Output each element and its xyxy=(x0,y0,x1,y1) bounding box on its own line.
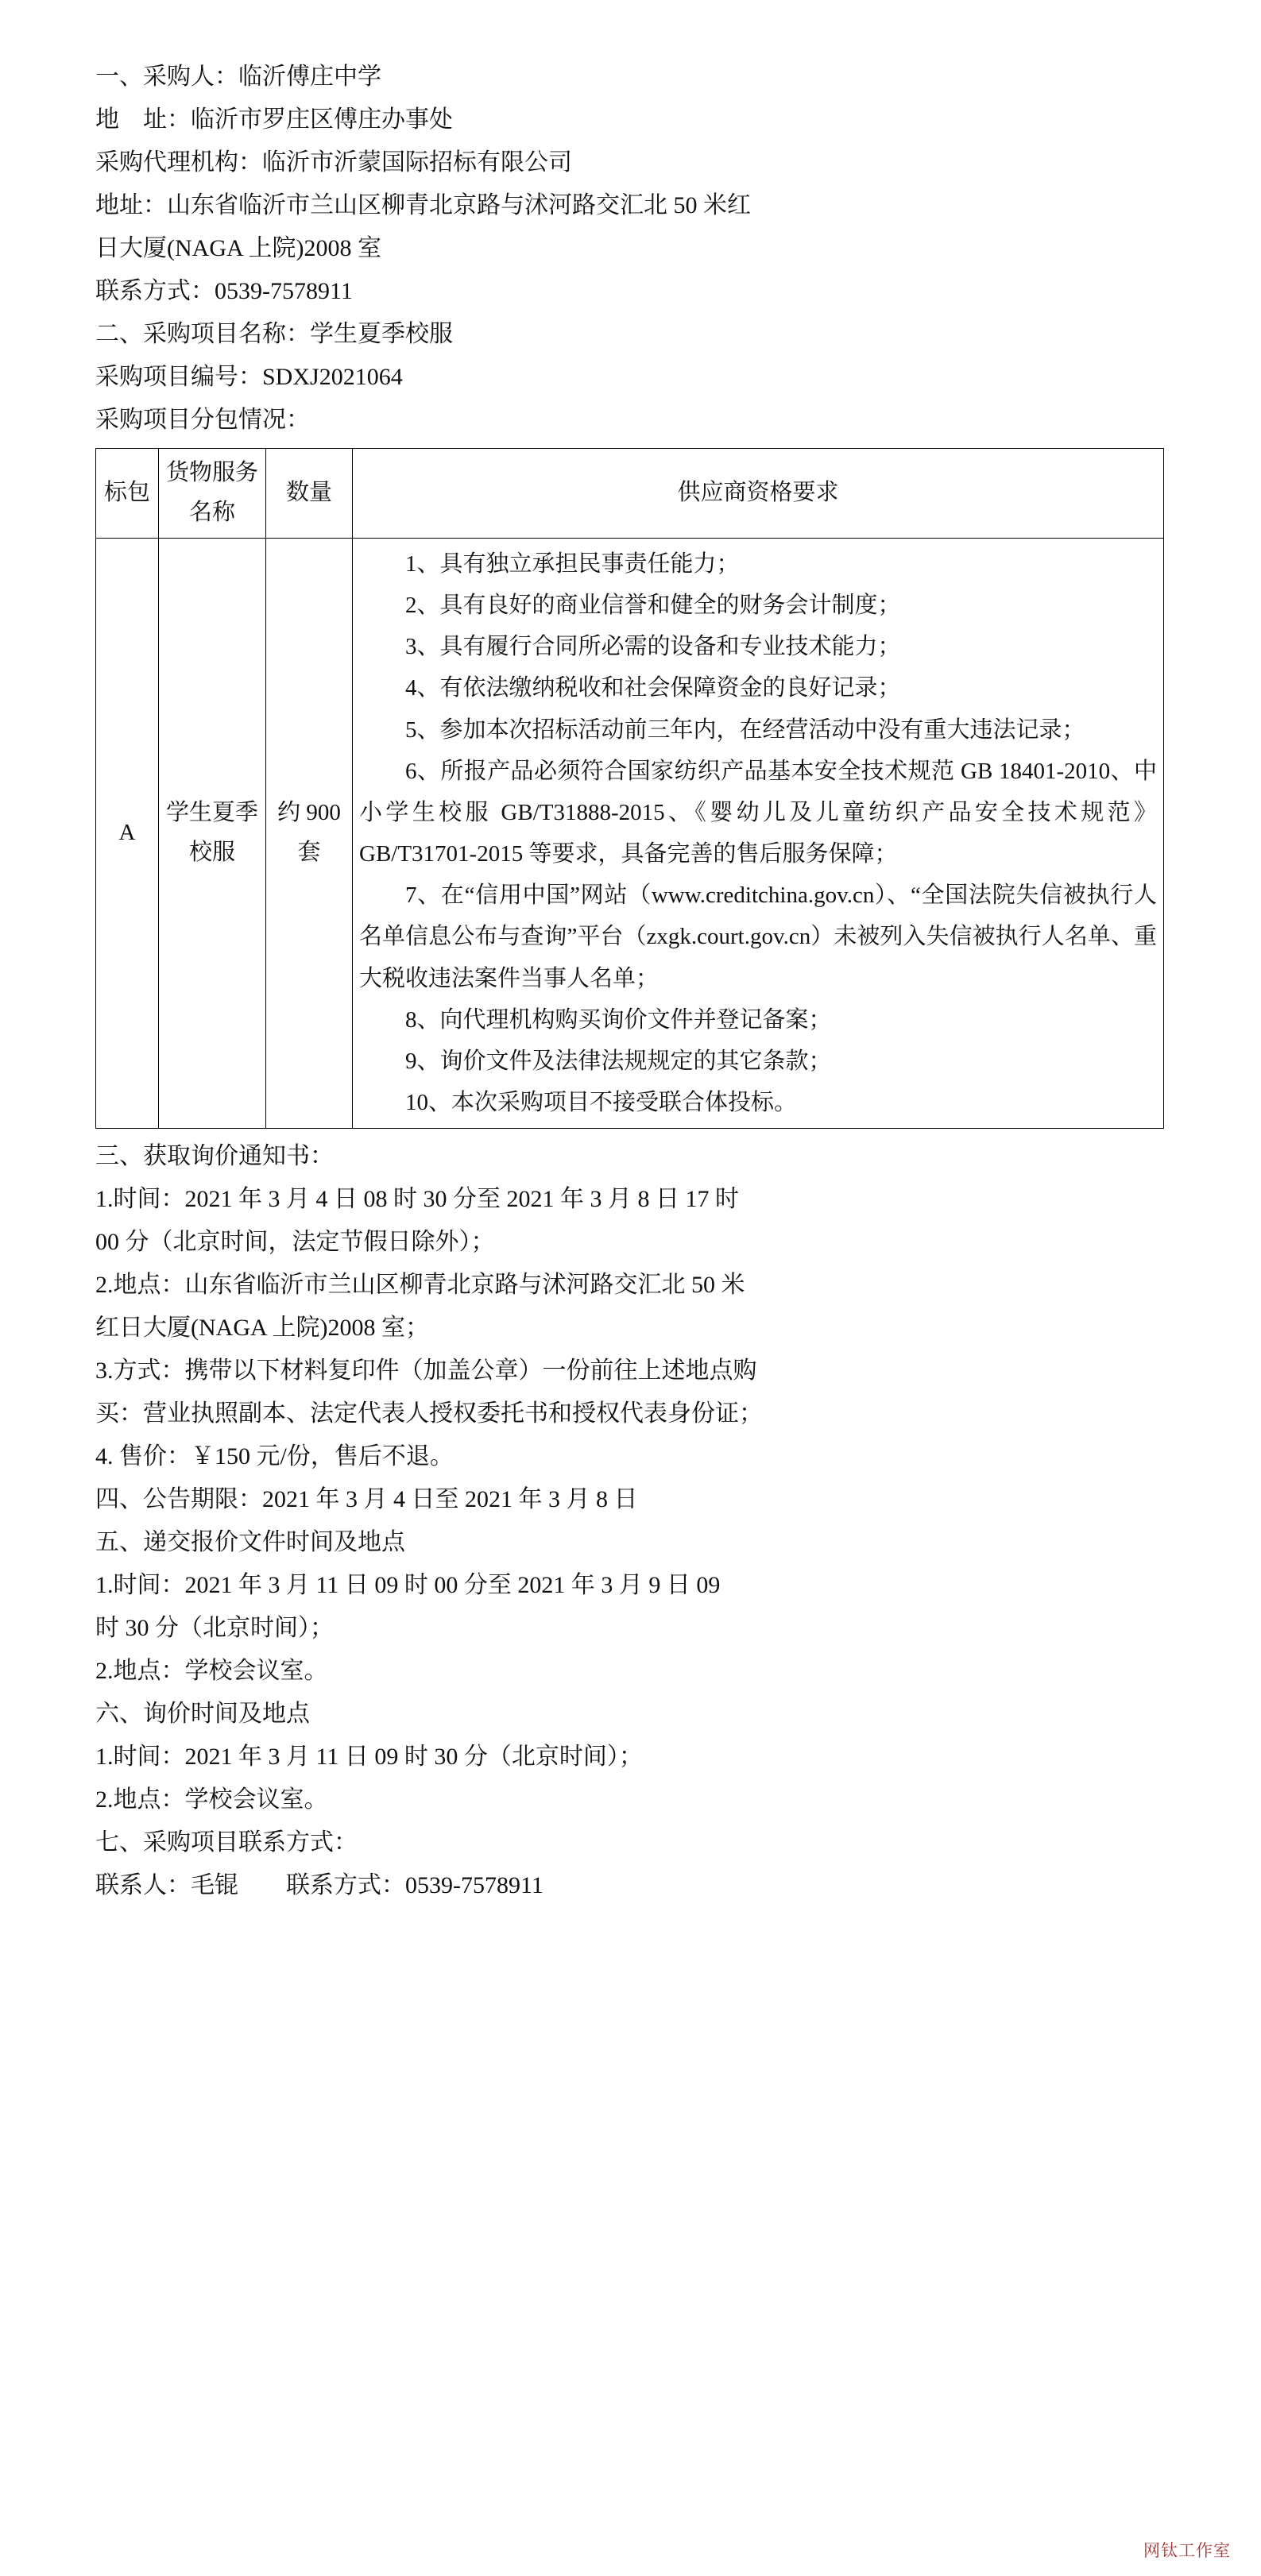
section-7-contact-line: 联系人：毛锟 联系方式：0539-7578911 xyxy=(95,1872,543,1899)
th-requirements-label: 供应商资格要求 xyxy=(677,479,839,505)
requirement-item: 5、参加本次招标活动前三年内，在经营活动中没有重大违法记录； xyxy=(405,716,1085,743)
section-2-heading: 二、采购项目名称：学生夏季校服 xyxy=(95,321,453,347)
package-situation-line: 采购项目分包情况： xyxy=(95,407,310,433)
th-goods-name-label: 货物服务名称 xyxy=(165,460,258,525)
section-3-place-line-1: 2.地点：山东省临沂市兰山区柳青北京路与沭河路交汇北 50 米 xyxy=(95,1272,745,1299)
section-5-place-line: 2.地点：学校会议室。 xyxy=(95,1658,328,1685)
section-1-heading: 一、采购人：临沂傅庄中学 xyxy=(95,64,381,90)
cell-requirements xyxy=(353,538,1164,1129)
section-4-heading: 四、公告期限：2021 年 3 月 4 日至 2021 年 3 月 8 日 xyxy=(95,1486,638,1513)
project-number-line: 采购项目编号：SDXJ2021064 xyxy=(95,364,403,390)
section-5-heading: 五、递交报价文件时间及地点 xyxy=(95,1529,405,1556)
section-5-time-line-1: 1.时间：2021 年 3 月 11 日 09 时 00 分至 2021 年 3 月 9 日 09 xyxy=(95,1572,721,1599)
agency-name-line: 采购代理机构：临沂市沂蒙国际招标有限公司 xyxy=(95,149,572,176)
requirement-item: 7、在“信用中国”网站（www.creditchina.gov.cn）、“全国法院失信被执行人名单信息公布与查询”平台（zxgk.court.gov.cn）未被列入失信被执行人名单、重大税收违法案件当事人名单； xyxy=(359,882,1157,991)
requirement-item: 4、有依法缴纳税收和社会保障资金的良好记录； xyxy=(405,675,901,701)
section-6-time-line: 1.时间：2021 年 3 月 11 日 09 时 30 分（北京时间）； xyxy=(95,1744,643,1771)
section-3-price-line: 4. 售价：￥150 元/份，售后不退。 xyxy=(95,1443,454,1470)
watermark-label: 网钛工作室 xyxy=(1143,2542,1231,2560)
agency-contact-line: 联系方式：0539-7578911 xyxy=(95,278,353,304)
bid-package-table xyxy=(95,448,1164,1129)
cell-quantity: 约 900 套 xyxy=(266,538,353,1129)
th-package-label: 标包 xyxy=(103,479,150,505)
th-quantity xyxy=(266,449,353,539)
section-6-place-line: 2.地点：学校会议室。 xyxy=(95,1786,328,1813)
cell-package: A xyxy=(96,538,159,1129)
section-3-method-line-1: 3.方式：携带以下材料复印件（加盖公章）一份前往上述地点购 xyxy=(95,1358,757,1385)
purchaser-address-line: 地 址：临沂市罗庄区傅庄办事处 xyxy=(95,106,453,133)
section-3-time-line-1: 1.时间：2021 年 3 月 4 日 08 时 30 分至 2021 年 3 月 8 日 17 时 xyxy=(95,1186,739,1213)
requirement-item: 10、本次采购项目不接受联合体投标。 xyxy=(405,1090,798,1116)
agency-address-line-2: 日大厦(NAGA 上院)2008 室 xyxy=(95,235,381,261)
section-3-time-line-2: 00 分（北京时间，法定节假日除外）； xyxy=(95,1229,495,1256)
table-header xyxy=(96,449,1164,539)
section-5-time-line-2: 时 30 分（北京时间）； xyxy=(95,1615,334,1642)
th-package xyxy=(96,449,159,539)
requirement-item: 6、所报产品必须符合国家纺织产品基本安全技术规范 GB 18401-2010、中小学生校服 GB/T31888-2015、《婴幼儿及儿童纺织产品安全技术规范》GB/T31701-2015 等要求，具备完善的售后服务保障； xyxy=(359,758,1157,867)
section-6-heading: 六、询价时间及地点 xyxy=(95,1701,310,1728)
section-3-method-line-2: 买：营业执照副本、法定代表人授权委托书和授权代表身份证； xyxy=(95,1400,763,1427)
requirement-item: 9、询价文件及法律法规规定的其它条款； xyxy=(405,1049,832,1074)
section-3-heading: 三、获取询价通知书： xyxy=(95,1143,334,1170)
requirement-item: 2、具有良好的商业信誉和健全的财务会计制度； xyxy=(405,592,901,618)
section-7-heading: 七、采购项目联系方式： xyxy=(95,1829,358,1856)
requirement-item: 8、向代理机构购买询价文件并登记备案； xyxy=(405,1006,832,1033)
th-requirements xyxy=(353,449,1164,539)
document-body xyxy=(95,56,1166,1907)
cell-goods-name: 学生夏季校服 xyxy=(159,538,266,1129)
th-quantity-label: 数量 xyxy=(285,479,332,505)
requirement-item: 3、具有履行合同所必需的设备和专业技术能力； xyxy=(405,634,901,660)
table-body xyxy=(96,538,1164,1129)
table-header-row xyxy=(96,449,1164,539)
agency-address-line-1: 地址：山东省临沂市兰山区柳青北京路与沭河路交汇北 50 米红 xyxy=(95,192,751,218)
section-3-place-line-2: 红日大厦(NAGA 上院)2008 室； xyxy=(95,1315,429,1342)
requirement-item: 1、具有独立承担民事责任能力； xyxy=(405,550,740,577)
th-goods-name xyxy=(159,449,266,539)
table-row xyxy=(96,538,1164,1129)
